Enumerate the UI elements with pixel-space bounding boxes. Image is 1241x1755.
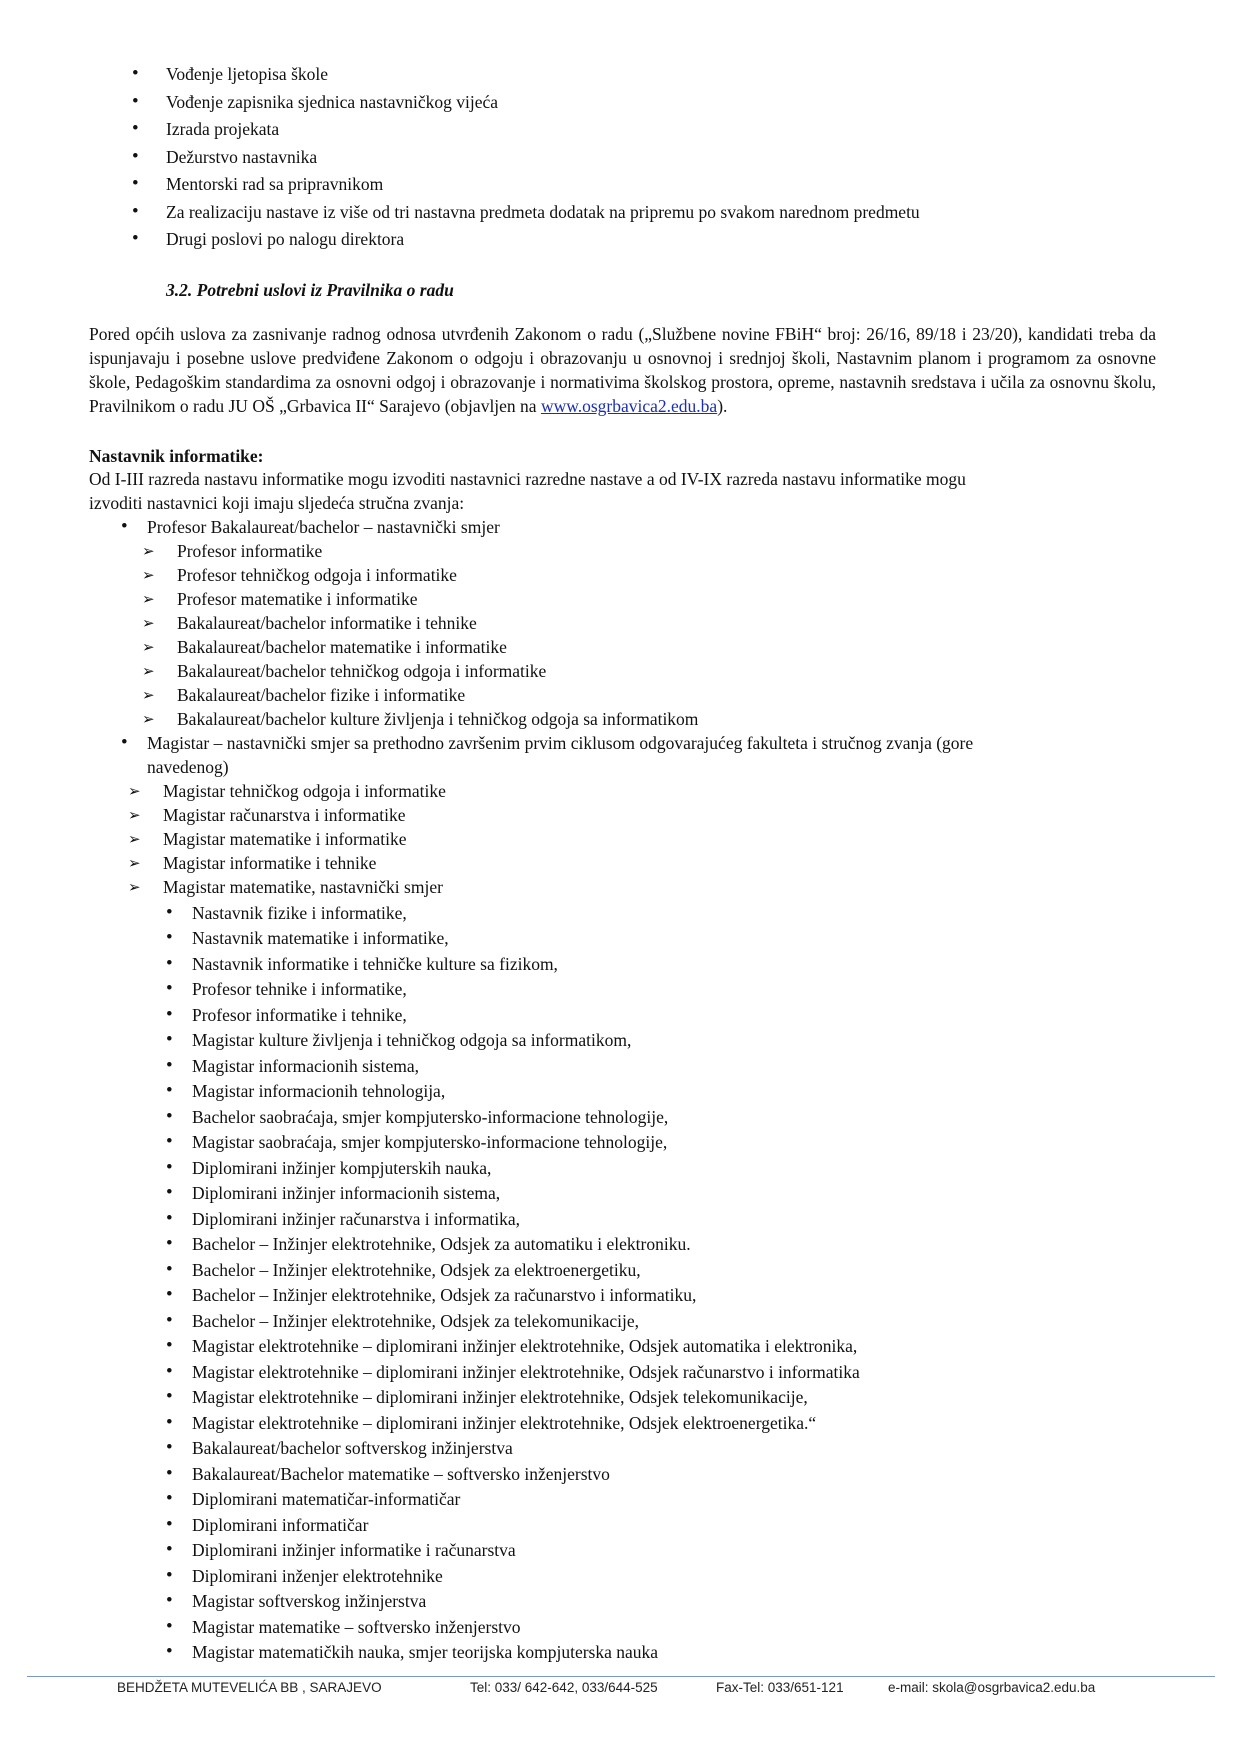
list-item: • Magistar matematike – softversko inženjerstvo <box>192 1617 521 1637</box>
sub-paragraph-line: Od I-III razreda nastavu informatike mogu izvoditi nastavnici razredne nastave a od IV-IX razreda nastavu informatike mogu <box>89 469 966 489</box>
list-item: • Magistar elektrotehnike – diplomirani inžinjer elektrotehnike, Odsjek računarstvo i informatika <box>192 1362 860 1382</box>
footer-email: e-mail: skola@osgrbavica2.edu.ba <box>888 1680 1096 1695</box>
list-item: • Vođenje zapisnika sjednica nastavničkog vijeća <box>166 92 498 112</box>
list-item: • Bakalaureat/Bachelor matematike – softversko inženjerstvo <box>192 1464 610 1484</box>
list-item: • Magistar kulture življenja i tehničkog odgoja sa informatikom, <box>192 1030 631 1050</box>
list-item: • Bakalaureat/bachelor softverskog inžinjerstva <box>192 1438 513 1458</box>
list-item: ➢ Magistar računarstva i informatike <box>163 805 405 825</box>
list-item: ➢ Profesor matematike i informatike <box>177 589 418 609</box>
list-item: • Nastavnik fizike i informatike, <box>192 903 407 923</box>
group-title-magistar: • Magistar – nastavnički smjer sa prethodno završenim prvim ciklusom odgovarajućeg fakulteta i stručnog zvanja (gore <box>147 733 973 753</box>
list-item: • Bachelor – Inžinjer elektrotehnike, Odsjek za računarstvo i informatiku, <box>192 1285 696 1305</box>
subheading-nastavnik-informatike: Nastavnik informatike: <box>89 446 264 466</box>
section-heading: 3.2. Potrebni uslovi iz Pravilnika o radu <box>166 280 454 300</box>
footer-address: BEHDŽETA MUTEVELIĆA BB , SARAJEVO <box>117 1680 382 1695</box>
list-item: • Diplomirani inžinjer računarstva i informatika, <box>192 1209 520 1229</box>
list-item: • Diplomirani inžinjer informacionih sistema, <box>192 1183 500 1203</box>
footer-fax: Fax-Tel: 033/651-121 <box>716 1680 844 1695</box>
list-item: • Magistar softverskog inžinjerstva <box>192 1591 426 1611</box>
list-item: ➢ Bakalaureat/bachelor fizike i informatike <box>177 685 465 705</box>
list-item: • Bachelor saobraćaja, smjer kompjutersko-informacione tehnologije, <box>192 1107 668 1127</box>
list-item: • Magistar saobraćaja, smjer kompjutersko-informacione tehnologije, <box>192 1132 667 1152</box>
group-title-magistar-cont: navedenog) <box>147 757 229 777</box>
list-item: • Magistar elektrotehnike – diplomirani inžinjer elektrotehnike, Odsjek automatika i elektronika, <box>192 1336 857 1356</box>
list-item: • Diplomirani inženjer elektrotehnike <box>192 1566 443 1586</box>
list-item: ➢ Bakalaureat/bachelor informatike i tehnike <box>177 613 477 633</box>
group-title-profesor: • Profesor Bakalaureat/bachelor – nastavnički smjer <box>147 517 500 537</box>
list-item: • Magistar elektrotehnike – diplomirani inžinjer elektrotehnike, Odsjek elektroenergetika.“ <box>192 1413 816 1433</box>
list-item: • Mentorski rad sa pripravnikom <box>166 174 383 194</box>
list-item: ➢ Magistar tehničkog odgoja i informatike <box>163 781 446 801</box>
list-item: • Dežurstvo nastavnika <box>166 147 317 167</box>
list-item: • Diplomirani informatičar <box>192 1515 368 1535</box>
sub-paragraph-line: izvoditi nastavnici koji imaju sljedeća stručna zvanja: <box>89 493 465 513</box>
list-item: ➢ Magistar matematike, nastavnički smjer <box>163 877 443 897</box>
list-item: ➢ Bakalaureat/bachelor matematike i informatike <box>177 637 507 657</box>
list-item: ➢ Bakalaureat/bachelor tehničkog odgoja i informatike <box>177 661 546 681</box>
footer-divider <box>27 1676 1215 1677</box>
intro-text: Pored općih uslova za zasnivanje radnog odnosa utvrđenih Zakonom o radu („Službene novine FBiH“ broj: 26/16, 89/18 i 23/20), kandidati treba da ispunjavaju i posebne uslove predviđene Zakonom o odgoju i obrazovanju u osnovnoj i srednjoj školi, Nastavnim planom i programom za osnovne škole, Pedagoškim standardima za osnovni odgoj i obrazovanje i normativima školskog prostora, opreme, nastavnih sredstava i učila za osnovnu školu, Pravilnikom o radu JU OŠ „Grbavica II“ Sarajevo (objavljen na <box>89 324 1156 416</box>
list-item: • Nastavnik informatike i tehničke kulture sa fizikom, <box>192 954 558 974</box>
list-item: • Magistar matematičkih nauka, smjer teorijska kompjuterska nauka <box>192 1642 658 1662</box>
list-item: • Profesor tehnike i informatike, <box>192 979 407 999</box>
intro-end: ). <box>717 396 728 416</box>
list-item: • Diplomirani matematičar-informatičar <box>192 1489 460 1509</box>
list-item: • Za realizaciju nastave iz više od tri nastavna predmeta dodatak na pripremu po svakom narednom predmetu <box>166 202 920 222</box>
list-item: ➢ Magistar informatike i tehnike <box>163 853 376 873</box>
list-item: • Izrada projekata <box>166 119 279 139</box>
list-item: ➢ Profesor informatike <box>177 541 322 561</box>
list-item: • Magistar elektrotehnike – diplomirani inžinjer elektrotehnike, Odsjek telekomunikacije, <box>192 1387 808 1407</box>
list-item: • Vođenje ljetopisa škole <box>166 64 328 84</box>
list-item: • Diplomirani inžinjer informatike i računarstva <box>192 1540 516 1560</box>
school-website-link[interactable]: www.osgrbavica2.edu.ba <box>540 396 718 416</box>
list-item: • Magistar informacionih tehnologija, <box>192 1081 445 1101</box>
list-item: • Bachelor – Inžinjer elektrotehnike, Odsjek za elektroenergetiku, <box>192 1260 641 1280</box>
list-item: • Bachelor – Inžinjer elektrotehnike, Odsjek za automatiku i elektroniku. <box>192 1234 691 1254</box>
list-item: ➢ Profesor tehničkog odgoja i informatike <box>177 565 457 585</box>
list-item: ➢ Magistar matematike i informatike <box>163 829 406 849</box>
footer-tel: Tel: 033/ 642-642, 033/644-525 <box>470 1680 658 1695</box>
list-item: • Diplomirani inžinjer kompjuterskih nauka, <box>192 1158 491 1178</box>
list-item: • Profesor informatike i tehnike, <box>192 1005 407 1025</box>
list-item: • Drugi poslovi po nalogu direktora <box>166 229 404 249</box>
intro-paragraph <box>89 322 1156 418</box>
list-item: ➢ Bakalaureat/bachelor kulture življenja i tehničkog odgoja sa informatikom <box>177 709 698 729</box>
list-item: • Nastavnik matematike i informatike, <box>192 928 449 948</box>
list-item: • Magistar informacionih sistema, <box>192 1056 419 1076</box>
list-item: • Bachelor – Inžinjer elektrotehnike, Odsjek za telekomunikacije, <box>192 1311 639 1331</box>
